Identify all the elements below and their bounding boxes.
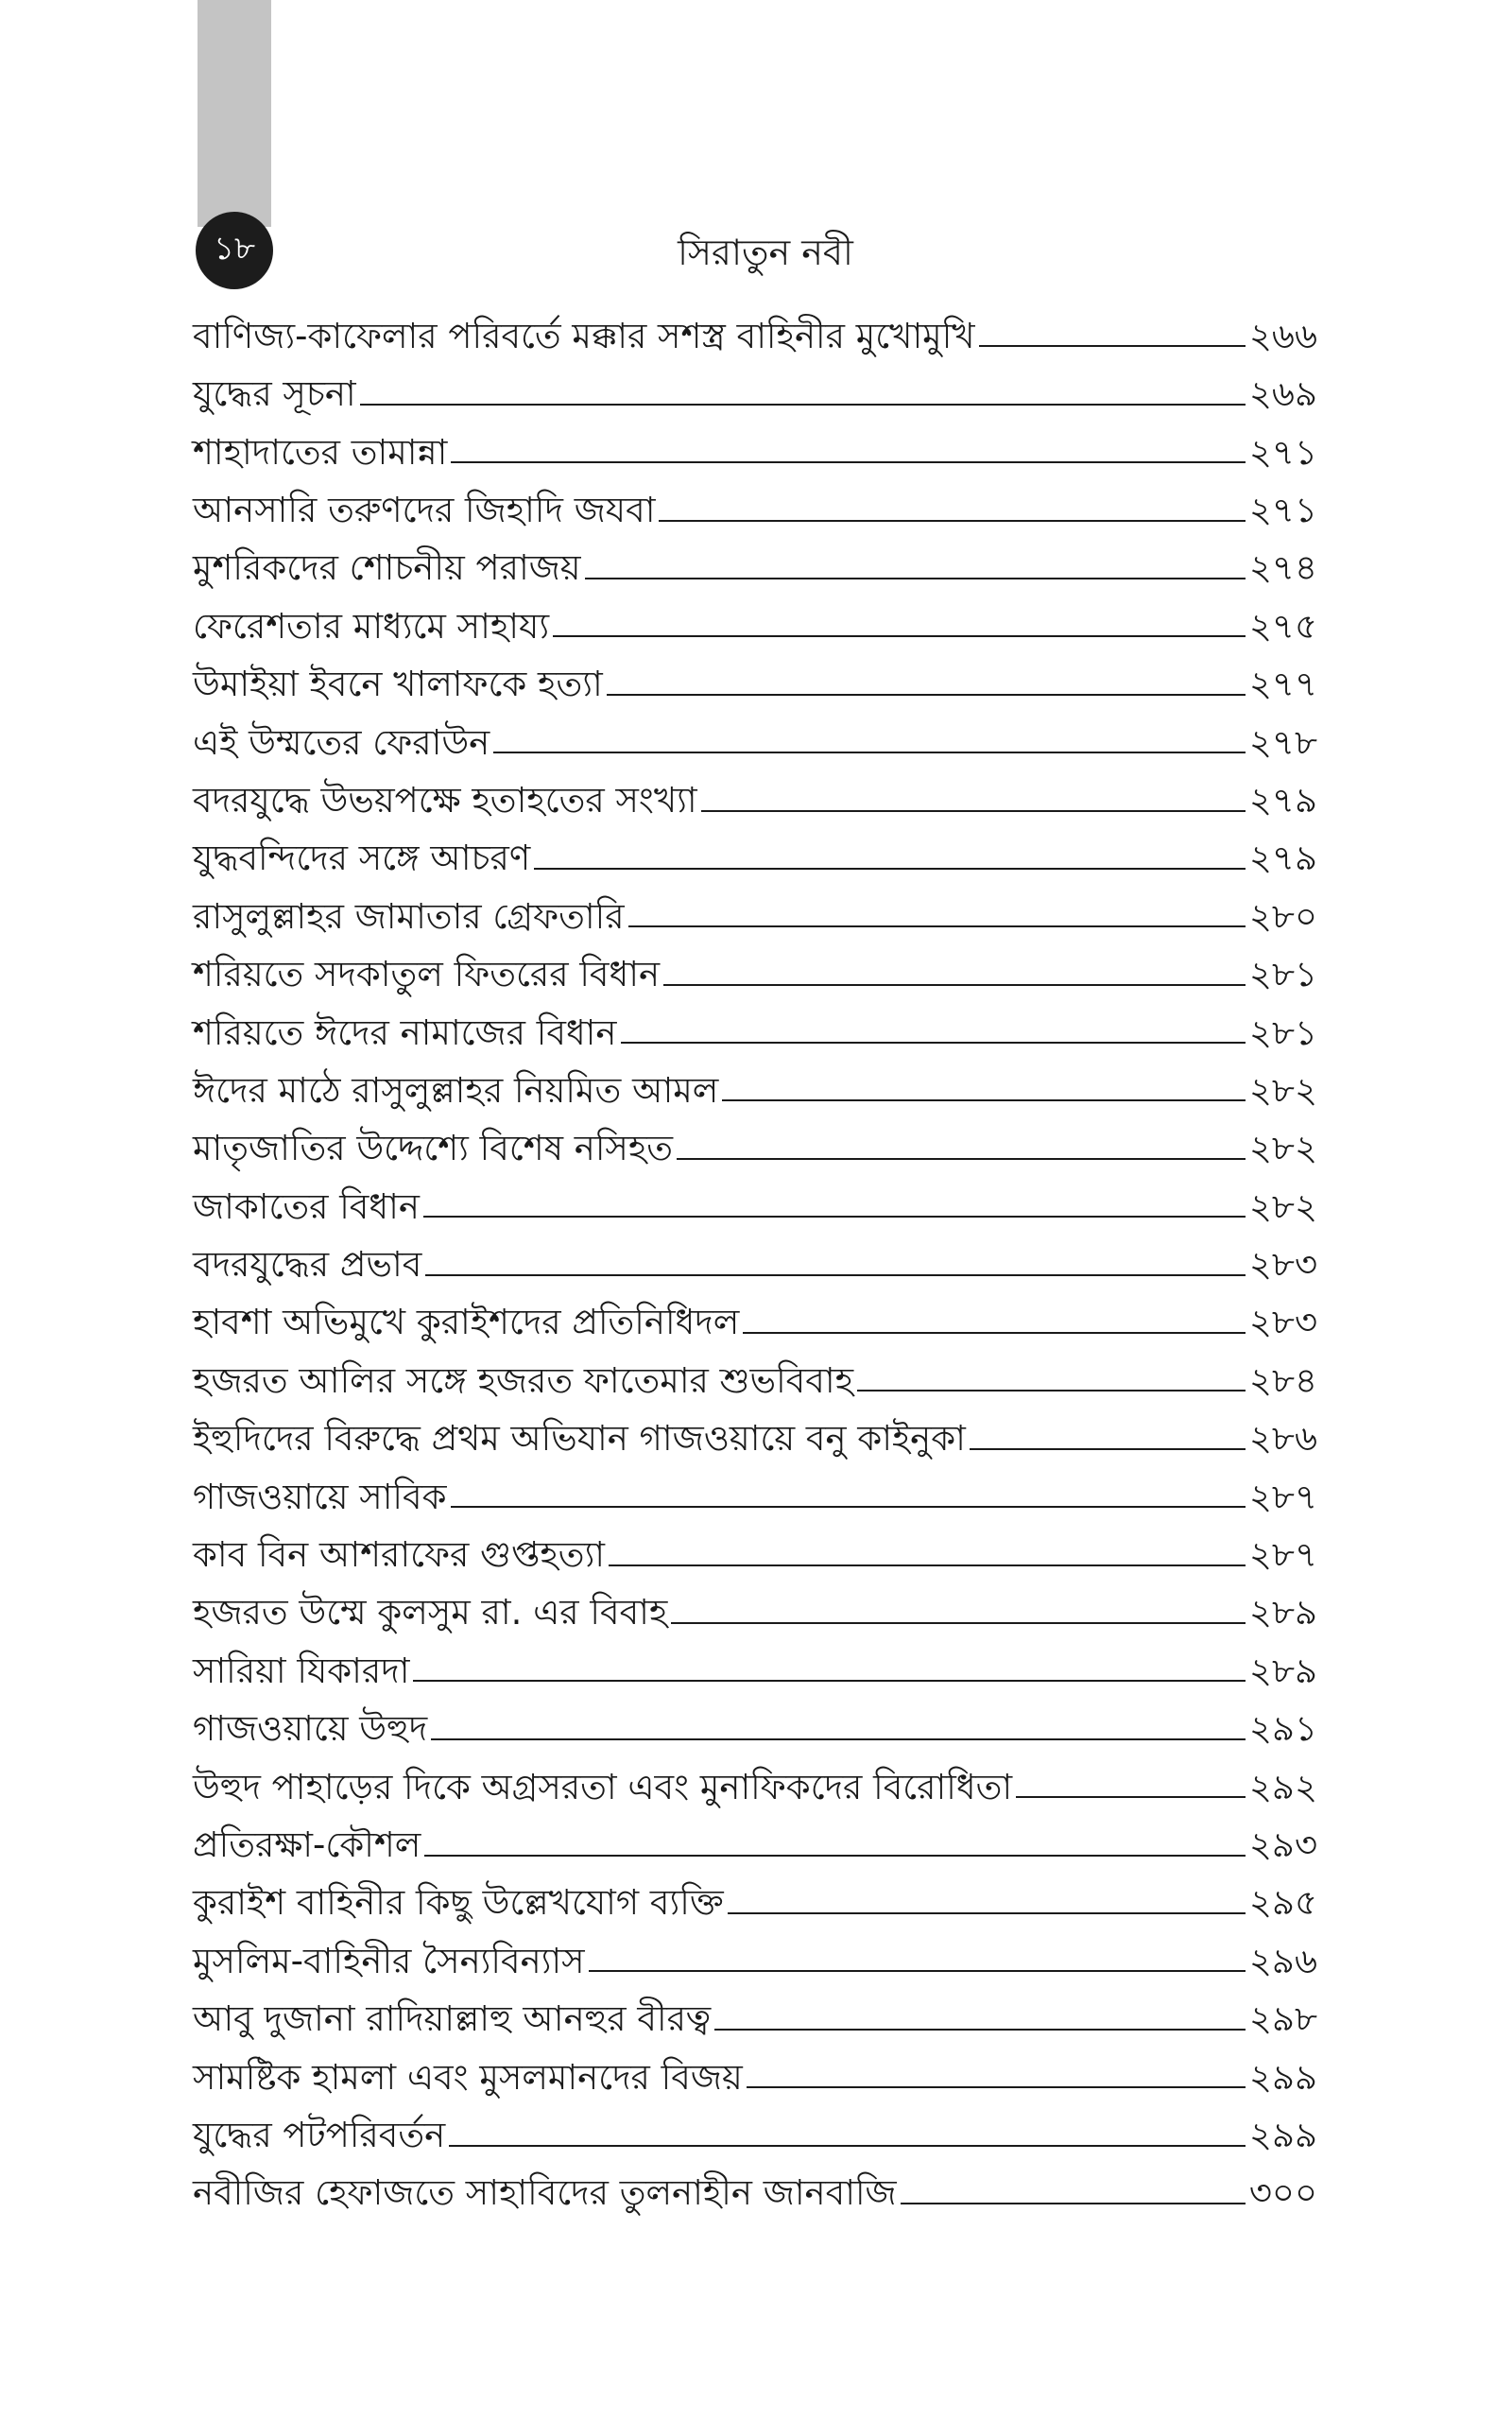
toc-leader-line xyxy=(553,635,1246,637)
toc-entry xyxy=(193,705,1317,763)
toc-entry xyxy=(193,1227,1317,1285)
toc-leader-line xyxy=(449,2145,1246,2147)
toc-leader-line xyxy=(1016,1796,1246,1798)
toc-entry-title: গাজওয়ায়ে উহুদ xyxy=(193,1708,428,1750)
toc-leader-line xyxy=(747,2086,1246,2088)
toc-entry xyxy=(193,299,1317,356)
toc-entry xyxy=(193,2156,1317,2214)
toc-entry xyxy=(193,995,1317,1053)
toc-entry-page: ২৮১ xyxy=(1248,954,1317,995)
toc-entry-title: রাসুলুল্লাহর জামাতার গ্রেফতারি xyxy=(193,895,625,937)
toc-entry xyxy=(193,2098,1317,2155)
toc-leader-line xyxy=(431,1738,1246,1740)
toc-entry-page: ২৭৮ xyxy=(1248,721,1317,763)
toc-leader-line xyxy=(423,1216,1246,1218)
toc-leader-line xyxy=(589,1970,1246,1972)
toc-entry-title: হজরত উম্মে কুলসুম রা. এর বিবাহ xyxy=(193,1592,668,1634)
toc-entry xyxy=(193,821,1317,879)
toc-entry-title: মাতৃজাতির উদ্দেশ্যে বিশেষ নসিহত xyxy=(193,1128,674,1169)
toc-leader-line xyxy=(360,404,1246,406)
toc-entry-page: ২৮২ xyxy=(1248,1069,1317,1111)
toc-leader-line xyxy=(534,868,1246,870)
toc-entry-page: ২৯৫ xyxy=(1248,1882,1317,1924)
toc-entry-title: শরিয়তে ঈদের নামাজের বিধান xyxy=(193,1011,617,1053)
toc-leader-line xyxy=(413,1680,1246,1682)
toc-entry-title: হাবশা অভিমুখে কুরাইশদের প্রতিনিধিদল xyxy=(193,1302,740,1343)
toc-leader-line xyxy=(714,2029,1246,2031)
toc-leader-line xyxy=(671,1622,1246,1624)
toc-entry-title: ফেরেশতার মাধ্যমে সাহায্য xyxy=(193,605,550,647)
toc-leader-line xyxy=(493,752,1246,753)
toc-entry xyxy=(193,1111,1317,1168)
toc-leader-line xyxy=(677,1158,1246,1160)
toc-entry xyxy=(193,1634,1317,1691)
toc-entry xyxy=(193,2040,1317,2098)
toc-leader-line xyxy=(425,1274,1246,1276)
toc-entry xyxy=(193,589,1317,647)
table-of-contents xyxy=(193,299,1317,2214)
toc-leader-line xyxy=(628,925,1246,927)
toc-entry xyxy=(193,937,1317,994)
toc-entry-page: ২৮৯ xyxy=(1248,1650,1317,1691)
toc-entry-page: ২৮৯ xyxy=(1248,1592,1317,1634)
toc-entry-page: ২৮৬ xyxy=(1248,1418,1317,1460)
toc-leader-line xyxy=(743,1332,1246,1334)
toc-entry-page: ২৮০ xyxy=(1248,895,1317,937)
toc-entry-title: সামষ্টিক হামলা এবং মুসলমানদের বিজয় xyxy=(193,2056,743,2098)
toc-entry-title: জাকাতের বিধান xyxy=(193,1185,420,1227)
toc-leader-line xyxy=(901,2203,1246,2204)
toc-entry-title: নবীজির হেফাজতে সাহাবিদের তুলনাহীন জানবাজি xyxy=(193,2172,897,2214)
toc-entry-page: ২৯৮ xyxy=(1248,1998,1317,2040)
toc-entry xyxy=(193,1691,1317,1749)
toc-entry-title: যুদ্ধের পটপরিবর্তন xyxy=(193,2114,446,2155)
toc-entry xyxy=(193,1981,1317,2039)
toc-entry-title: উমাইয়া ইবনে খালাফকে হত্যা xyxy=(193,664,603,705)
toc-entry-title: প্রতিরক্ষা-কৌশল xyxy=(193,1824,421,1865)
toc-entry-page: ২৭৫ xyxy=(1248,605,1317,647)
toc-entry-page: ২৬৯ xyxy=(1248,373,1317,415)
toc-entry-page: ২৮৩ xyxy=(1248,1244,1317,1286)
toc-entry-title: মুসলিম-বাহিনীর সৈন্যবিন্যাস xyxy=(193,1940,585,1981)
toc-entry xyxy=(193,415,1317,473)
toc-entry-title: গাজওয়ায়ে সাবিক xyxy=(193,1476,447,1517)
toc-entry-page: ২৮৭ xyxy=(1248,1534,1317,1576)
toc-leader-line xyxy=(979,345,1246,347)
toc-entry-title: কাব বিন আশরাফের গুপ্তহত্যা xyxy=(193,1534,606,1576)
toc-entry xyxy=(193,1576,1317,1634)
toc-entry-title: সারিয়া যিকারদা xyxy=(193,1650,410,1691)
toc-entry-title: ইহুদিদের বিরুদ্ধে প্রথম অভিযান গাজওয়ায়ে বনু কাইনুকা xyxy=(193,1418,966,1460)
toc-leader-line xyxy=(585,578,1246,579)
toc-leader-line xyxy=(728,1912,1246,1914)
toc-entry-page: ২৯৬ xyxy=(1248,1940,1317,1981)
toc-entry xyxy=(193,763,1317,821)
toc-entry-page: ২৮৩ xyxy=(1248,1302,1317,1343)
toc-entry-title: শরিয়তে সদকাতুল ফিতরের বিধান xyxy=(193,954,661,995)
toc-entry-title: শাহাদাতের তামান্না xyxy=(193,431,448,473)
toc-leader-line xyxy=(424,1855,1246,1857)
toc-leader-line xyxy=(659,520,1246,522)
toc-leader-line xyxy=(970,1448,1246,1450)
toc-entry xyxy=(193,356,1317,414)
toc-entry xyxy=(193,1866,1317,1924)
toc-leader-line xyxy=(857,1390,1246,1392)
toc-entry-page: ২৭৭ xyxy=(1248,664,1317,705)
toc-entry-title: এই উম্মতের ফেরাউন xyxy=(193,721,490,763)
page-edge-tab xyxy=(198,0,271,227)
toc-entry xyxy=(193,879,1317,937)
toc-entry-page: ২৯৯ xyxy=(1248,2056,1317,2098)
toc-entry-page: ২৮২ xyxy=(1248,1185,1317,1227)
toc-entry-page: ২৭১ xyxy=(1248,431,1317,473)
toc-entry-page: ২৬৬ xyxy=(1248,315,1317,356)
toc-entry-title: মুশরিকদের শোচনীয় পরাজয় xyxy=(193,547,581,589)
toc-entry-title: উহুদ পাহাড়ের দিকে অগ্রসরতা এবং মুনাফিকদের বিরোধিতা xyxy=(193,1766,1013,1807)
toc-entry xyxy=(193,1460,1317,1517)
toc-leader-line xyxy=(663,984,1246,986)
toc-entry-page: ২৭১ xyxy=(1248,490,1317,531)
toc-entry xyxy=(193,473,1317,530)
toc-entry-title: আনসারি তরুণদের জিহাদি জযবা xyxy=(193,490,656,531)
toc-entry xyxy=(193,531,1317,589)
toc-entry-page: ২৭৯ xyxy=(1248,838,1317,879)
toc-entry-page: ২৯১ xyxy=(1248,1708,1317,1750)
toc-entry xyxy=(193,1169,1317,1227)
toc-entry-title: যুদ্ধবন্দিদের সঙ্গে আচরণ xyxy=(193,838,531,879)
toc-entry xyxy=(193,1343,1317,1401)
toc-leader-line xyxy=(451,461,1246,463)
toc-entry xyxy=(193,1750,1317,1807)
toc-entry-page: ২৭৯ xyxy=(1248,779,1317,821)
toc-entry-title: বাণিজ্য-কাফেলার পরিবর্তে মক্কার সশস্ত্র বাহিনীর মুখোমুখি xyxy=(193,315,975,356)
toc-entry-page: ২৯২ xyxy=(1248,1766,1317,1807)
toc-entry-title: বদরযুদ্ধে উভয়পক্ষে হতাহতের সংখ্যা xyxy=(193,779,697,821)
toc-entry xyxy=(193,1807,1317,1865)
toc-entry-title: কুরাইশ বাহিনীর কিছু উল্লেখযোগ ব্যক্তি xyxy=(193,1882,724,1924)
toc-entry-page: ২৮১ xyxy=(1248,1011,1317,1053)
toc-entry-title: ঈদের মাঠে রাসুলুল্লাহর নিয়মিত আমল xyxy=(193,1069,719,1111)
toc-entry-page: ২৮৪ xyxy=(1248,1359,1317,1401)
toc-entry-page: ২৯৯ xyxy=(1248,2114,1317,2155)
toc-entry-title: বদরযুদ্ধের প্রভাব xyxy=(193,1244,422,1286)
toc-leader-line xyxy=(607,694,1246,696)
toc-leader-line xyxy=(621,1042,1246,1044)
toc-entry xyxy=(193,647,1317,704)
page-number: ১৮ xyxy=(213,229,256,268)
toc-entry-page: ২৮২ xyxy=(1248,1128,1317,1169)
toc-entry xyxy=(193,1401,1317,1459)
toc-entry-title: হজরত আলির সঙ্গে হজরত ফাতেমার শুভবিবাহ xyxy=(193,1359,854,1401)
toc-entry-title: আবু দুজানা রাদিয়াল্লাহু আনহুর বীরত্ব xyxy=(193,1998,712,2040)
toc-leader-line xyxy=(722,1099,1246,1101)
toc-entry xyxy=(193,1924,1317,1981)
toc-leader-line xyxy=(609,1564,1246,1566)
toc-leader-line xyxy=(701,810,1246,812)
toc-entry xyxy=(193,1053,1317,1111)
toc-entry xyxy=(193,1286,1317,1343)
toc-entry-page: ২৮৭ xyxy=(1248,1476,1317,1517)
toc-entry-page: ২৯৩ xyxy=(1248,1824,1317,1865)
toc-entry xyxy=(193,1517,1317,1575)
toc-entry-page: ৩০০ xyxy=(1248,2172,1317,2214)
running-title: সিরাতুন নবী xyxy=(678,232,853,273)
toc-entry-page: ২৭৪ xyxy=(1248,547,1317,589)
toc-entry-title: যুদ্ধের সূচনা xyxy=(193,373,356,415)
toc-leader-line xyxy=(451,1506,1246,1508)
